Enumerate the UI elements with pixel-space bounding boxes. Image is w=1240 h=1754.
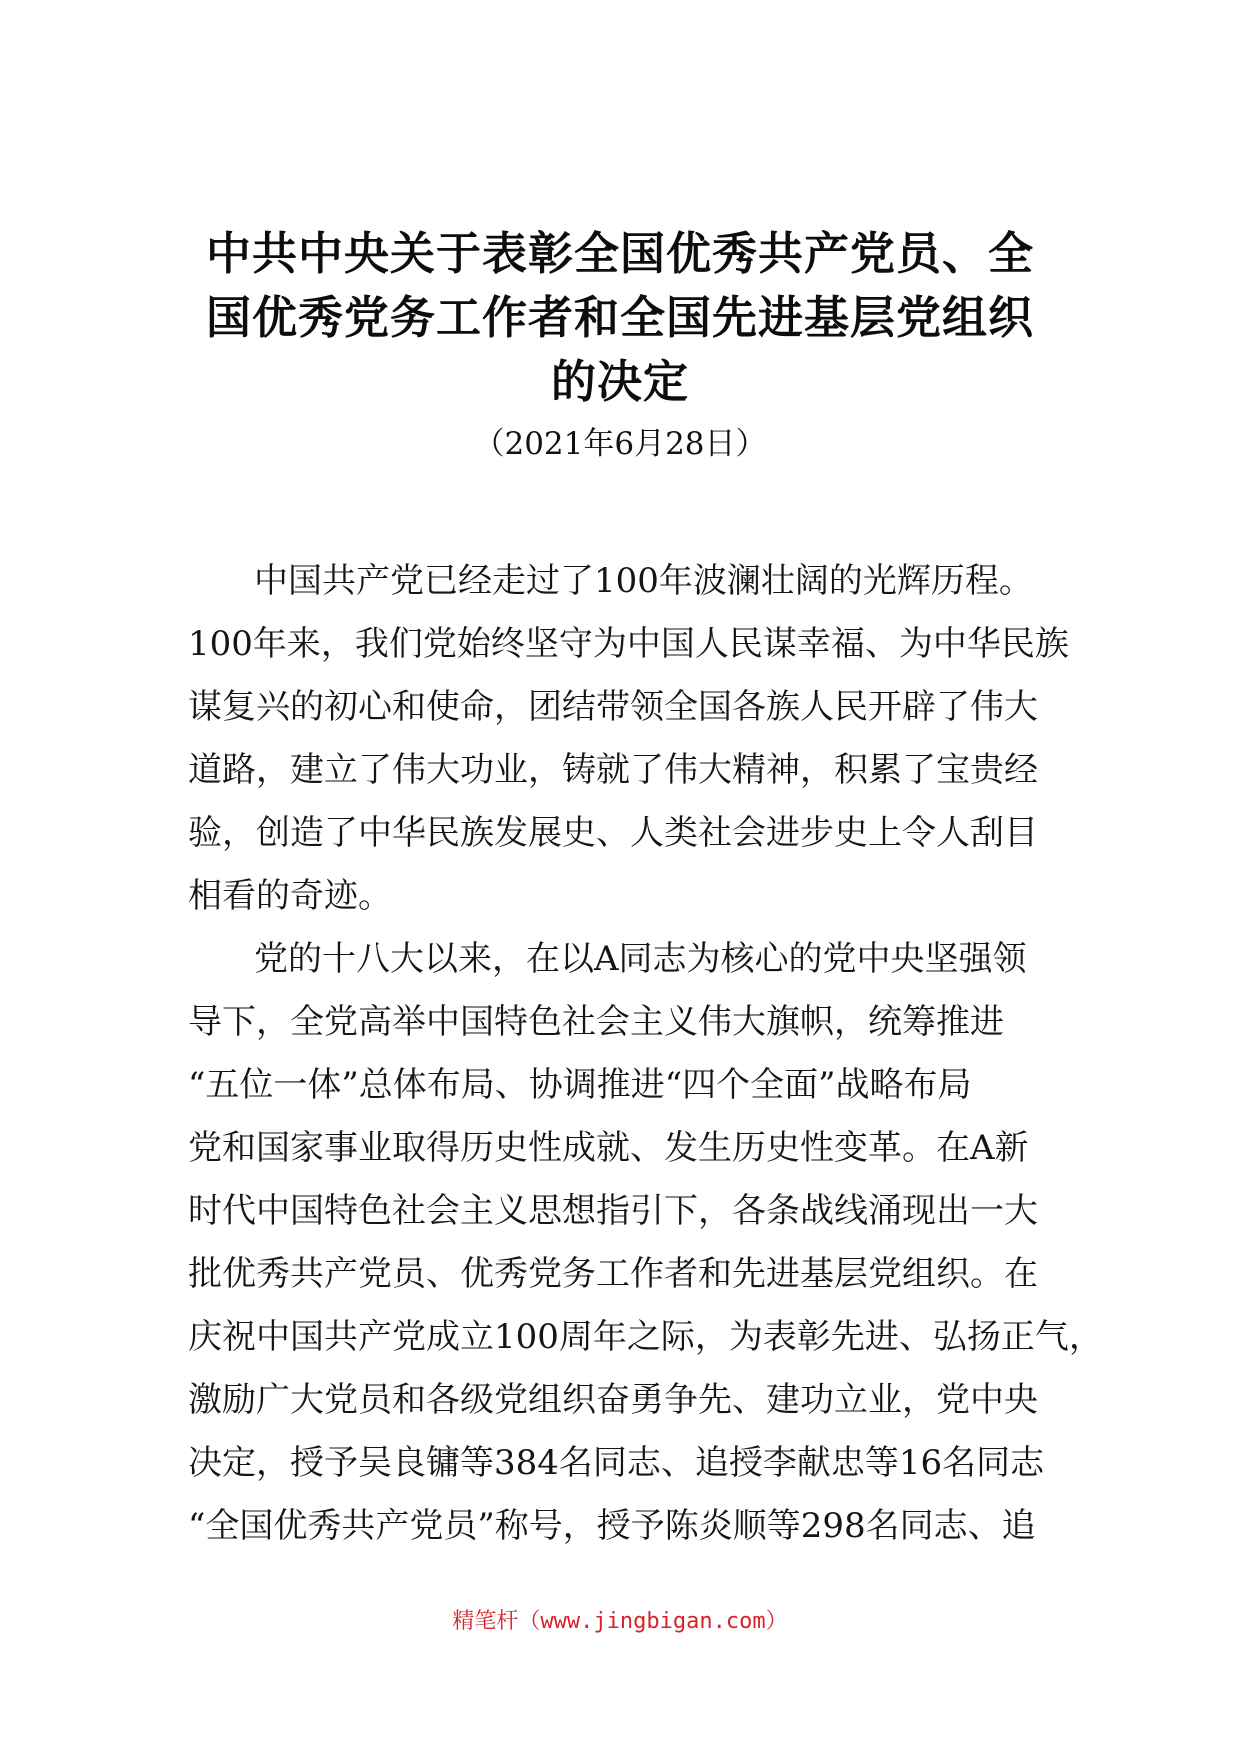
paragraph-1-line-5: 验，创造了中华民族发展史、人类社会进步史上令人刮目 <box>188 813 1038 853</box>
paragraph-2-line-9: 决定，授予吴良镛等384名同志、追授李献忠等16名同志 <box>188 1443 1045 1483</box>
paragraph-2-line-3: “五位一体”总体布局、协调推进“四个全面”战略布局 <box>188 1065 972 1105</box>
paragraph-2-line-10: “全国优秀共产党员”称号，授予陈炎顺等298名同志、追 <box>188 1506 1036 1546</box>
paragraph-2-line-7: 庆祝中国共产党成立100周年之际，为表彰先进、弘扬正气， <box>188 1317 1103 1357</box>
title-line-1: 中共中央关于表彰全国优秀共产党员、全 <box>205 227 1034 280</box>
paragraph-1-line-6: 相看的奇迹。 <box>188 876 392 916</box>
footer-watermark: 精笔杆（www.jingbigan.com） <box>452 1609 788 1634</box>
paragraph-2-line-1: 党的十八大以来，在以A同志为核心的党中央坚强领 <box>254 939 1027 979</box>
title-line-2: 国优秀党务工作者和全国先进基层党组织 <box>205 291 1034 344</box>
paragraph-2-line-6: 批优秀共产党员、优秀党务工作者和先进基层党组织。在 <box>188 1254 1038 1294</box>
title-line-3: 的决定 <box>550 355 689 408</box>
document-title <box>190 222 1050 414</box>
paragraph-1-line-1: 中国共产党已经走过了100年波澜壮阔的光辉历程。 <box>254 561 1033 601</box>
paragraph-1-line-3: 谋复兴的初心和使命，团结带领全国各族人民开辟了伟大 <box>188 687 1038 727</box>
paragraph-2-line-5: 时代中国特色社会主义思想指引下，各条战线涌现出一大 <box>188 1191 1038 1231</box>
paragraph-1-line-2: 100年来，我们党始终坚守为中国人民谋幸福、为中华民族 <box>188 624 1069 664</box>
paragraph-1-line-4: 道路，建立了伟大功业，铸就了伟大精神，积累了宝贵经 <box>188 750 1038 790</box>
document-date: （2021年6月28日） <box>473 426 767 462</box>
paragraph-2-line-8: 激励广大党员和各级党组织奋勇争先、建功立业，党中央 <box>188 1380 1038 1420</box>
document-body <box>188 550 1103 1558</box>
paragraph-2-line-2: 导下，全党高举中国特色社会主义伟大旗帜，统筹推进 <box>188 1002 1004 1042</box>
paragraph-2-line-4: 党和国家事业取得历史性成就、发生历史性变革。在A新 <box>188 1128 1029 1168</box>
